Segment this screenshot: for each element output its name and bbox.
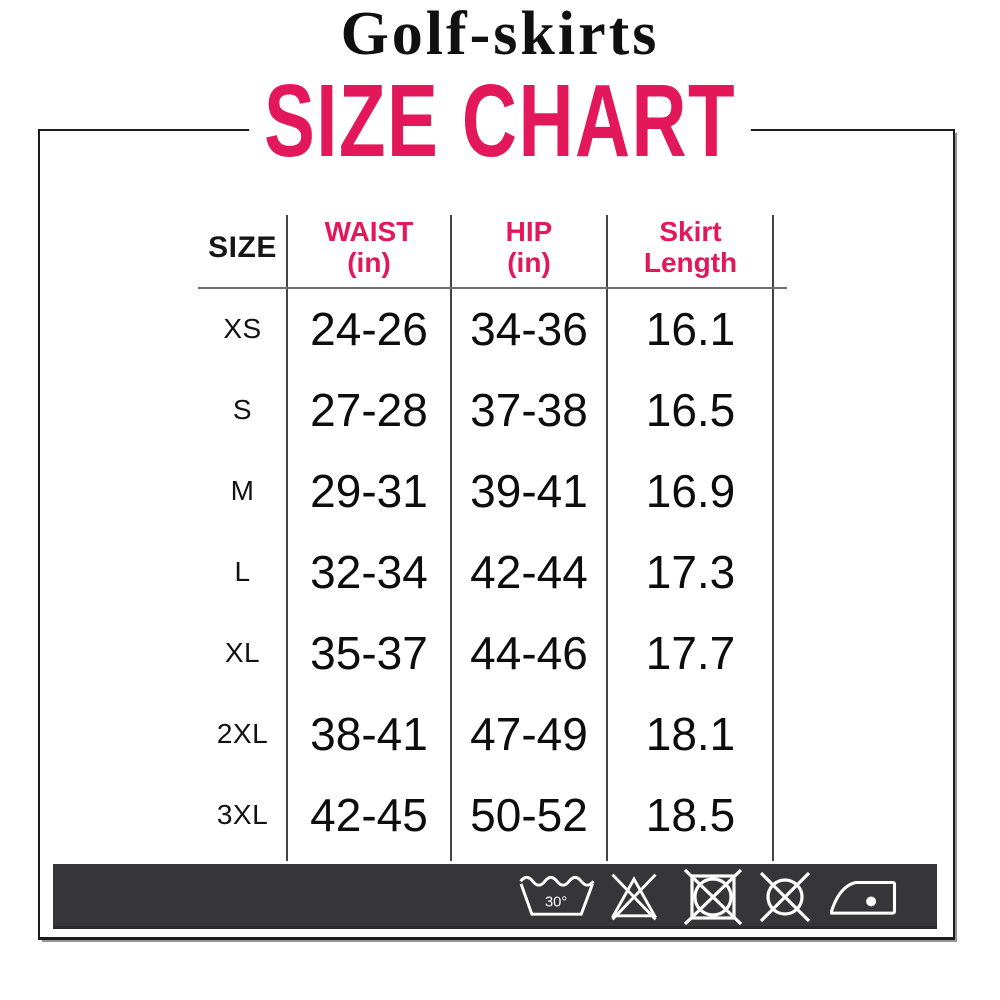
size-label: XS (223, 312, 262, 344)
table-row (198, 693, 774, 774)
size-table (198, 207, 774, 857)
waist-value: 32-34 (310, 545, 428, 598)
length-value: 16.5 (645, 383, 736, 436)
table-row (198, 450, 774, 531)
hip-value: 50-52 (470, 788, 588, 841)
care-instructions-bar (53, 864, 937, 929)
column-divider (450, 215, 452, 861)
table-header-row (198, 207, 774, 288)
hip-value: 37-38 (470, 383, 588, 436)
header-divider (198, 287, 787, 289)
waist-value: 38-41 (310, 707, 428, 760)
column-divider (286, 215, 288, 861)
length-value: 16.9 (645, 464, 736, 517)
iron-low-heat-icon (827, 873, 899, 919)
col-header-hip: HIP (in) (505, 215, 553, 278)
waist-value: 29-31 (310, 464, 428, 517)
table-row (198, 369, 774, 450)
hip-value: 42-44 (470, 545, 588, 598)
size-label: 2XL (216, 717, 269, 749)
do-not-bleach-icon (605, 871, 663, 923)
length-value: 18.5 (645, 788, 736, 841)
length-value: 18.1 (645, 707, 736, 760)
hip-value: 34-36 (470, 302, 588, 355)
size-label: S (232, 393, 253, 425)
brand-title: Golf-skirts (340, 0, 660, 68)
column-divider (606, 215, 608, 861)
machine-wash-30-icon (515, 870, 599, 922)
table-row (198, 288, 774, 369)
waist-value: 24-26 (310, 302, 428, 355)
col-header-waist: WAIST (in) (324, 215, 414, 278)
length-value: 17.7 (645, 626, 736, 679)
waist-value: 35-37 (310, 626, 428, 679)
size-label: 3XL (216, 798, 269, 830)
page-title-wrap (0, 63, 1000, 178)
column-divider (772, 215, 774, 861)
do-not-tumble-dry-icon (681, 868, 745, 926)
hip-value: 39-41 (470, 464, 588, 517)
svg-text:30°: 30° (545, 894, 568, 911)
table-row (198, 612, 774, 693)
length-value: 16.1 (645, 302, 736, 355)
hip-value: 47-49 (470, 707, 588, 760)
do-not-dry-clean-icon (754, 870, 816, 924)
col-header-skirt-length: Skirt Length (643, 215, 738, 278)
size-label: XL (224, 636, 261, 668)
col-header-size: SIZE (208, 231, 277, 264)
size-label: L (234, 555, 251, 587)
table-row (198, 774, 774, 855)
size-label: M (230, 474, 255, 506)
waist-value: 27-28 (310, 383, 428, 436)
hip-value: 44-46 (470, 626, 588, 679)
waist-value: 42-45 (310, 788, 428, 841)
length-value: 17.3 (645, 545, 736, 598)
page-title: SIZE CHART (249, 74, 751, 169)
table-row (198, 531, 774, 612)
